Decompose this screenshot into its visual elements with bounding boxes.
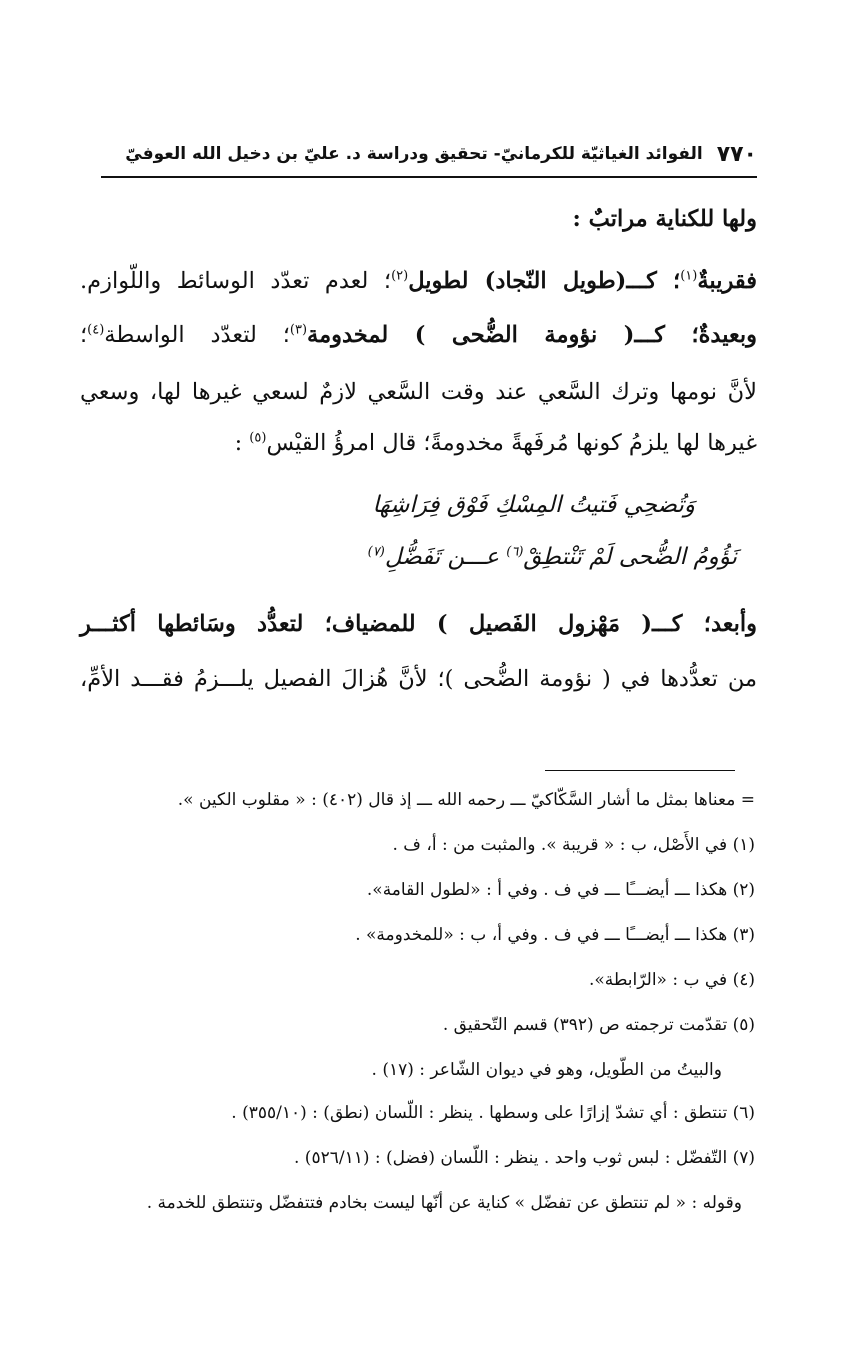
footnote-line: والبيتُ من الطّويل، وهو في ديوان الشّاعر : (١٧) .: [371, 1060, 722, 1080]
header-rule: [101, 176, 757, 178]
running-title: الفوائد الغياثيّة للكرمانيّ- تحقيق ودراسة د. عليّ بن دخيل الله العوفيّ: [125, 144, 703, 164]
footnote-ref-2: (٢): [391, 268, 409, 284]
body-line-7: من تعدُّدها في ( نؤومة الضُّحى )؛ لأنَّ هُزالَ الفصيل يلـــزمُ فقـــد الأمِّ،: [80, 666, 757, 692]
footnote-ref-3: (٣): [289, 322, 308, 338]
verse-hemistich-1: وَتُضحِي فَتيتُ المِسْكِ فَوْق فِرَاشِهَا: [372, 492, 695, 518]
page-number: ٧٧٠: [716, 141, 757, 167]
body-line-2: [80, 268, 757, 295]
footnote-line: (٥) تقدّمت ترجمته ص (٣٩٢) قسم التّحقيق .: [442, 1015, 755, 1035]
reason-text: ؛ لعدم تعدّد الوسائط واللّوازم.: [80, 268, 392, 294]
footnote-line: وقوله : « لم تنتطق عن تفضّل » كناية عن أنّها ليست بخادم فتتفضّل وتنتطق للخدمة .: [146, 1193, 742, 1213]
footnote-line: (٢) هكذا ـــ أيضـــًا ـــ في ف . وفي أ : «لطول القامة».: [366, 880, 755, 900]
footnote-line: (٣) هكذا ـــ أيضـــًا ـــ في ف . وفي أ، ب : «للمخدومة» .: [355, 925, 755, 945]
example-tawil-alnijad: ؛ كـــ(طويل النّجاد) لطويل: [408, 268, 681, 294]
term-qariba: فقريبةٌ: [697, 268, 758, 294]
body-line-1: ولها للكناية مراتبٌ :: [572, 206, 757, 232]
footnote-rule: [545, 770, 735, 771]
body-line-4: لأنَّ نومها وترك السَّعي عند وقت السَّعي لازمٌ لسعي غيرها لها، وسعي: [80, 379, 757, 405]
body-line-3: [80, 322, 757, 349]
footnote-line: (٦) تنتطق : أي تشدّ إزارًا على وسطها . ينظر : اللّسان (نطق) : (٣٥٥/١٠) .: [231, 1103, 755, 1123]
footnote-ref-1: (١): [680, 268, 698, 284]
body-line-5: [235, 430, 757, 457]
footnote-line: = معناها بمثل ما أشار السَّكّاكيّ ـــ رحمه الله ـــ إذ قال (٤٠٢) : « مقلوب الكين ».: [177, 790, 755, 810]
footnote-line: (٤) في ب : «الرّابطة».: [588, 970, 755, 990]
footnote-ref-4: (٤): [87, 322, 105, 338]
verse-text: نَؤُومُ الضُّحى لَمْ تَنْتطِقْ: [523, 544, 737, 570]
footnote-line: (١) في الأَصْل، ب : « قريبة ». والمثبت من : أ، ف .: [392, 835, 755, 855]
footnote-line: (٧) التّفضّل : لبس ثوب واحد . ينظر : اللّسان (فضل) : (٥٢٦/١١) .: [294, 1148, 755, 1168]
verse-hemistich-2: [368, 544, 737, 570]
reason-text: ؛ لتعدّد الواسطة: [104, 322, 290, 348]
punctuation: ؛: [80, 322, 88, 348]
text: غيرها لها يلزمُ كونها مُرفَهةً مخدومةً؛ قال امرؤُ القيْس: [266, 430, 757, 456]
footnote-ref-6: (٦): [506, 544, 524, 560]
verse-text: عـــن تَفَضُّلِ: [384, 544, 507, 570]
text: :: [234, 430, 250, 456]
term-baeida: وبعيدةٌ؛ كـــ( نؤومة الضُّحى ) لمخدومة: [307, 322, 757, 348]
body-line-6: وأبعد؛ كـــ( مَهْزول الفَصيل ) للمضياف؛ لتعدُّد وسَائطها أكثـــر: [80, 611, 757, 637]
footnote-ref-5: (٥): [249, 430, 267, 446]
running-header: [101, 140, 757, 168]
footnote-ref-7: (٧): [367, 544, 385, 560]
